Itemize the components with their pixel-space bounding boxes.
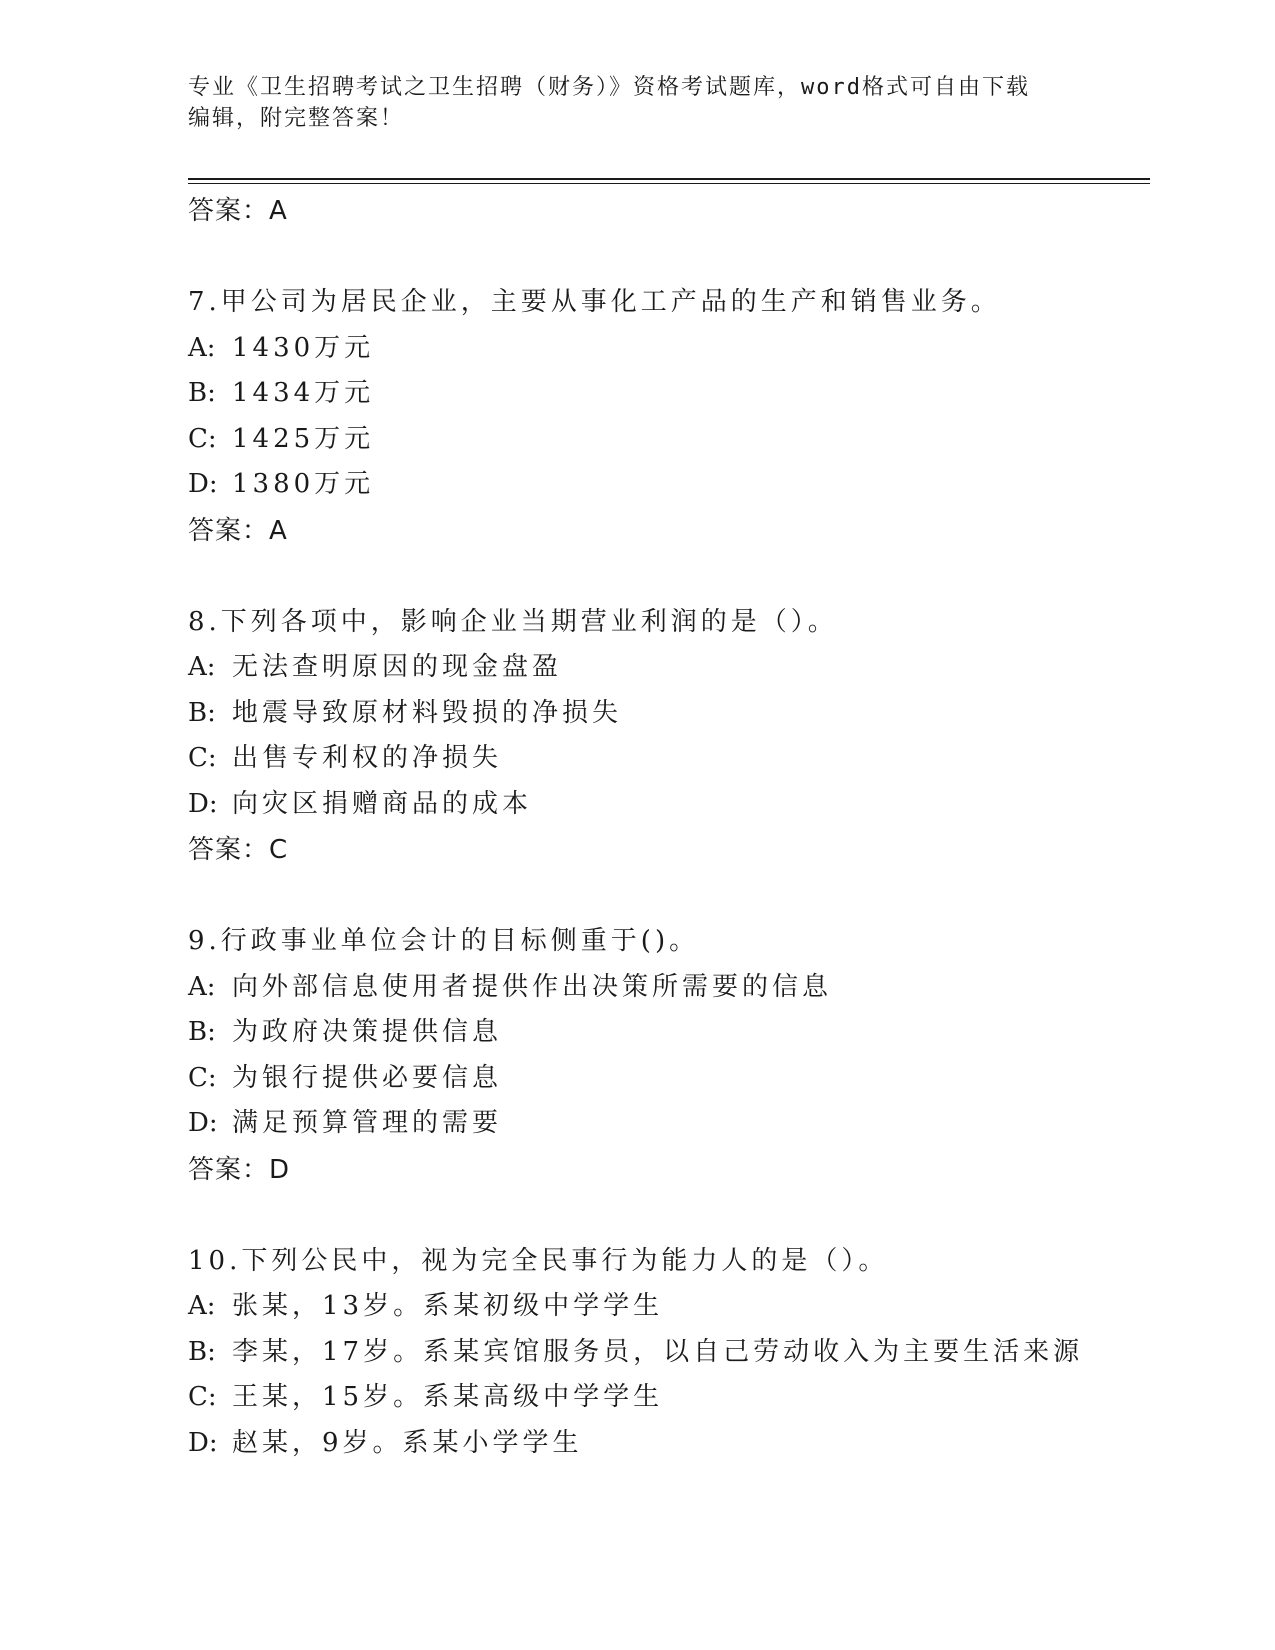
option-label: C:: [188, 743, 217, 773]
option-label: B:: [188, 378, 216, 408]
option-text: 1434万元: [232, 378, 375, 408]
option-label: D:: [188, 469, 218, 499]
option-text: 1380万元: [232, 469, 375, 499]
option-c: [188, 1056, 1150, 1102]
option-label: D:: [188, 1108, 218, 1138]
option-a: [188, 326, 1150, 372]
option-a: [188, 1284, 1150, 1330]
option-label: C:: [188, 1382, 217, 1412]
option-b: [188, 371, 1150, 417]
option-text: 向外部信息使用者提供作出决策所需要的信息: [232, 971, 833, 1002]
option-label: A:: [188, 971, 216, 1002]
question-title: 7.甲公司为居民企业，主要从事化工产品的生产和销售业务。: [188, 287, 1001, 317]
option-label: B:: [188, 697, 216, 728]
option-c: [188, 736, 1150, 782]
answer-line: 答案：A: [188, 515, 288, 546]
option-c: [188, 1375, 1150, 1421]
option-text: 满足预算管理的需要: [232, 1108, 503, 1138]
option-label: D:: [188, 788, 218, 819]
question-title: 9.行政事业单位会计的目标侧重于()。: [188, 926, 700, 956]
question-7: [188, 280, 1150, 554]
option-label: C:: [188, 423, 217, 454]
option-text: 张某，13岁。系某初级中学学生: [232, 1291, 664, 1321]
document-body: [188, 188, 1150, 1466]
answer-line: 答案：C: [188, 835, 289, 865]
header-divider-thick: [188, 178, 1150, 180]
option-b: [188, 1010, 1150, 1056]
option-a: [188, 965, 1150, 1011]
page-header: 专业《卫生招聘考试之卫生招聘（财务）》资格考试题库，word格式可自由下载 编辑，附完整答案！: [188, 75, 1030, 131]
option-text: 出售专利权的净损失: [232, 743, 503, 773]
option-text: 赵某，9岁。系某小学学生: [232, 1427, 583, 1458]
option-text: 李某，17岁。系某宾馆服务员，以自己劳动收入为主要生活来源: [232, 1336, 1084, 1367]
option-d: [188, 782, 1150, 828]
option-b: [188, 691, 1150, 737]
option-label: B:: [188, 1336, 216, 1367]
question-title: 10.下列公民中，视为完全民事行为能力人的是（）。: [188, 1245, 889, 1276]
option-text: 无法查明原因的现金盘盈: [232, 652, 563, 682]
option-label: A:: [188, 1291, 216, 1321]
question-title: 8.下列各项中，影响企业当期营业利润的是（）。: [188, 606, 838, 637]
option-text: 王某，15岁。系某高级中学学生: [232, 1382, 664, 1412]
option-c: [188, 417, 1150, 463]
option-a: [188, 645, 1150, 691]
question-8: [188, 600, 1150, 874]
option-label: B:: [188, 1017, 216, 1047]
option-text: 为银行提供必要信息: [232, 1062, 503, 1093]
option-text: 1430万元: [232, 332, 375, 363]
option-d: [188, 462, 1150, 508]
header-divider-thin: [188, 183, 1150, 184]
option-text: 向灾区捐赠商品的成本: [232, 788, 533, 819]
option-text: 地震导致原材料毁损的净损失: [232, 697, 623, 728]
option-text: 1425万元: [232, 423, 375, 454]
option-d: [188, 1421, 1150, 1467]
option-label: C:: [188, 1062, 217, 1093]
answer-line: 答案：D: [188, 1154, 291, 1185]
option-label: D:: [188, 1427, 218, 1458]
option-label: A:: [188, 332, 216, 363]
option-d: [188, 1101, 1150, 1147]
answer-line: 答案：A: [188, 196, 288, 226]
option-text: 为政府决策提供信息: [232, 1017, 503, 1047]
question-9: [188, 919, 1150, 1193]
option-label: A:: [188, 652, 216, 682]
question-10: [188, 1239, 1150, 1467]
option-b: [188, 1330, 1150, 1376]
